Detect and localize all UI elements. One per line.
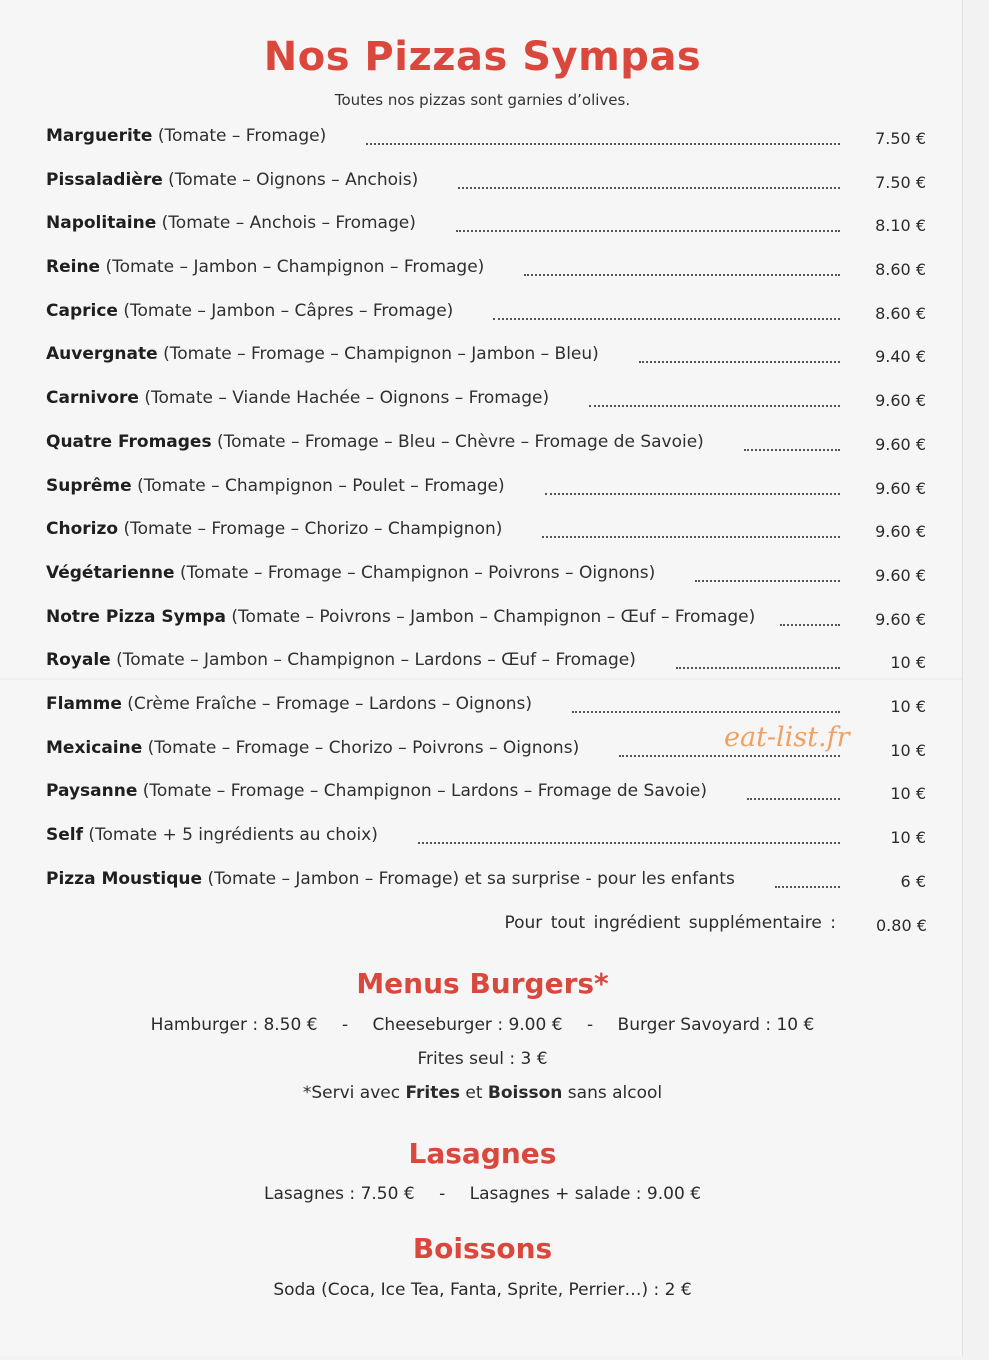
pizza-text [46, 563, 655, 583]
cheeseburger-price: Cheeseburger : 9.00 € [372, 1015, 563, 1035]
pizza-price: 9.60 € [875, 391, 926, 411]
pizza-price: 10 € [890, 784, 926, 804]
pizza-text [46, 388, 549, 408]
pizza-ingredients: (Tomate – Jambon – Fromage) et sa surprise - pour les enfants [207, 868, 735, 889]
dotted-leader [366, 141, 840, 145]
pizza-ingredients: (Tomate – Anchois – Fromage) [161, 213, 416, 234]
pizza-name: Caprice [46, 300, 118, 321]
pizza-ingredients: (Tomate – Fromage – Bleu – Chèvre – Fromage de Savoie) [216, 431, 704, 452]
dotted-leader [589, 403, 840, 407]
pizza-text [46, 694, 532, 714]
pizza-item [46, 298, 926, 342]
pizza-item [46, 778, 926, 822]
pizza-item [46, 473, 926, 517]
dotted-leader [493, 316, 840, 320]
pizza-ingredients: (Tomate – Champignon – Poulet – Fromage) [137, 475, 505, 496]
pizza-price: 9.60 € [875, 565, 926, 585]
dotted-leader [456, 228, 840, 232]
pizza-item [46, 385, 926, 429]
pizza-name: Flamme [46, 693, 122, 714]
lasagnes-salade-price: Lasagnes + salade : 9.00 € [469, 1184, 702, 1204]
pizza-name: Royale [46, 650, 111, 671]
burgers-prices [0, 1015, 965, 1035]
pizza-name: Végétarienne [46, 562, 175, 583]
pizza-ingredients: (Tomate – Fromage – Champignon – Lardons – Fromage de Savoie) [142, 781, 708, 802]
pizza-text [46, 869, 735, 889]
pizza-ingredients: (Tomate – Jambon – Champignon – Lardons – Œuf – Fromage) [116, 650, 636, 671]
dotted-leader [676, 665, 840, 669]
pizza-item [46, 516, 926, 560]
pizza-item [46, 210, 926, 254]
note-text: *Servi avec [302, 1083, 406, 1103]
pizza-price: 9.60 € [875, 522, 926, 542]
pizza-price: 9.40 € [875, 347, 926, 367]
pizza-text [46, 344, 599, 364]
pizza-item [46, 560, 926, 604]
pizza-text [46, 781, 707, 801]
pizza-text [46, 519, 502, 539]
burgers-note [0, 1083, 965, 1103]
pizza-item [46, 341, 926, 385]
pizza-text [46, 301, 453, 321]
pizza-price: 9.60 € [875, 609, 926, 629]
note-text: sans alcool [562, 1083, 663, 1103]
watermark: eat-list.fr [724, 722, 850, 753]
pizza-price: 6 € [900, 871, 926, 891]
pizza-item [46, 254, 926, 298]
pizza-item [46, 429, 926, 473]
pizza-item [46, 822, 926, 866]
pizza-name: Napolitaine [46, 213, 157, 234]
pizza-name: Pizza Moustique [46, 868, 203, 889]
pizza-ingredients: (Tomate – Jambon – Câpres – Fromage) [123, 300, 454, 321]
pizza-ingredients: (Tomate – Viande Hachée – Oignons – Fromage) [144, 388, 550, 409]
pizza-price: 7.50 € [875, 129, 926, 148]
pizza-name: Paysanne [46, 781, 138, 802]
dotted-leader [524, 272, 840, 276]
pizza-ingredients: (Tomate – Poivrons – Jambon – Champignon – Œuf – Fromage) [231, 606, 756, 627]
pizza-name: Suprême [46, 475, 132, 496]
lasagnes-price: Lasagnes : 7.50 € [263, 1184, 415, 1204]
pizza-name: Reine [46, 257, 101, 278]
extra-ingredient-label: Pour tout ingrédient supplémentaire : [504, 913, 836, 933]
boissons-title: Boissons [412, 1232, 553, 1265]
pizza-name: Quatre Fromages [46, 431, 212, 452]
page-title: Nos Pizzas Sympas [263, 34, 702, 80]
pizza-name: Chorizo [46, 519, 119, 540]
pizza-text [46, 476, 505, 496]
pizza-ingredients: (Tomate – Fromage – Chorizo – Poivrons – Oignons) [147, 737, 580, 758]
pizza-text [46, 432, 704, 452]
dotted-leader [542, 534, 840, 538]
burgers-title: Menus Burgers* [356, 967, 609, 1000]
dotted-leader [775, 884, 840, 888]
pizza-item [46, 866, 926, 910]
lasagnes-title: Lasagnes [408, 1137, 557, 1170]
dotted-leader [695, 578, 840, 582]
separator: - [439, 1184, 446, 1204]
extra-ingredient-price: 0.80 € [876, 916, 927, 935]
pizza-ingredients: (Tomate + 5 ingrédients au choix) [88, 825, 378, 845]
pizza-item [46, 647, 926, 691]
pizza-item [46, 167, 926, 211]
dotted-leader [545, 491, 840, 495]
pizza-name: Auvergnate [46, 344, 158, 365]
pizza-ingredients: (Tomate – Jambon – Champignon – Fromage) [105, 257, 485, 278]
pizza-text [46, 607, 755, 627]
pizza-text [46, 126, 326, 146]
pizza-name: Carnivore [46, 388, 139, 409]
pizza-item [46, 604, 926, 648]
pizza-price: 10 € [890, 653, 926, 673]
frites-price: Frites seul : 3 € [417, 1049, 548, 1069]
note-frites: Frites [405, 1083, 460, 1103]
dotted-leader [639, 359, 840, 363]
dotted-leader [744, 447, 840, 451]
hamburger-price: Hamburger : 8.50 € [150, 1015, 318, 1035]
pizza-price: 7.50 € [875, 172, 926, 192]
pizza-text [46, 170, 418, 190]
pizza-price: 10 € [890, 740, 926, 760]
dotted-leader [619, 753, 840, 757]
pizza-text [46, 213, 416, 233]
pizza-price: 9.60 € [875, 478, 926, 498]
soda-price: Soda (Coca, Ice Tea, Fanta, Sprite, Perrier…) : 2 € [273, 1280, 692, 1300]
pizza-ingredients: (Tomate – Fromage – Champignon – Poivrons – Oignons) [179, 562, 656, 583]
note-boisson: Boisson [487, 1083, 563, 1103]
pizza-ingredients: (Tomate – Fromage – Champignon – Jambon – Bleu) [163, 344, 599, 365]
pizza-name: Self [46, 825, 83, 845]
pizza-text [46, 825, 378, 845]
pizza-name: Mexicaine [46, 737, 143, 758]
lasagnes-prices [0, 1184, 965, 1204]
pizza-list [46, 123, 926, 909]
pizza-name: Marguerite [46, 126, 153, 146]
burger-savoyard-price: Burger Savoyard : 10 € [617, 1015, 815, 1035]
pizza-price: 10 € [890, 696, 926, 716]
separator: - [341, 1015, 349, 1035]
pizza-ingredients: (Tomate – Fromage) [157, 126, 327, 146]
note-text: et [459, 1083, 488, 1103]
pizza-ingredients: (Tomate – Oignons – Anchois) [168, 169, 419, 190]
pizza-ingredients: (Crème Fraîche – Fromage – Lardons – Oignons) [127, 693, 532, 714]
pizza-price: 8.60 € [875, 260, 926, 280]
pizza-text [46, 257, 484, 277]
pizza-text [46, 738, 579, 758]
dotted-leader [747, 796, 840, 800]
pizza-item [46, 123, 926, 167]
pizza-text [46, 650, 636, 670]
separator: - [586, 1015, 594, 1035]
pizza-ingredients: (Tomate – Fromage – Chorizo – Champignon) [123, 519, 503, 540]
dotted-leader [572, 709, 840, 713]
page-subtitle: Toutes nos pizzas sont garnies d’olives. [334, 91, 631, 109]
dotted-leader [458, 185, 840, 189]
pizza-name: Pissaladière [46, 169, 163, 190]
pizza-price: 9.60 € [875, 434, 926, 454]
pizza-price: 8.60 € [875, 303, 926, 323]
pizza-price: 8.10 € [875, 216, 926, 236]
dotted-leader [780, 622, 840, 626]
dotted-leader [418, 840, 840, 844]
pizza-price: 10 € [890, 828, 926, 847]
pizza-name: Notre Pizza Sympa [46, 606, 227, 627]
